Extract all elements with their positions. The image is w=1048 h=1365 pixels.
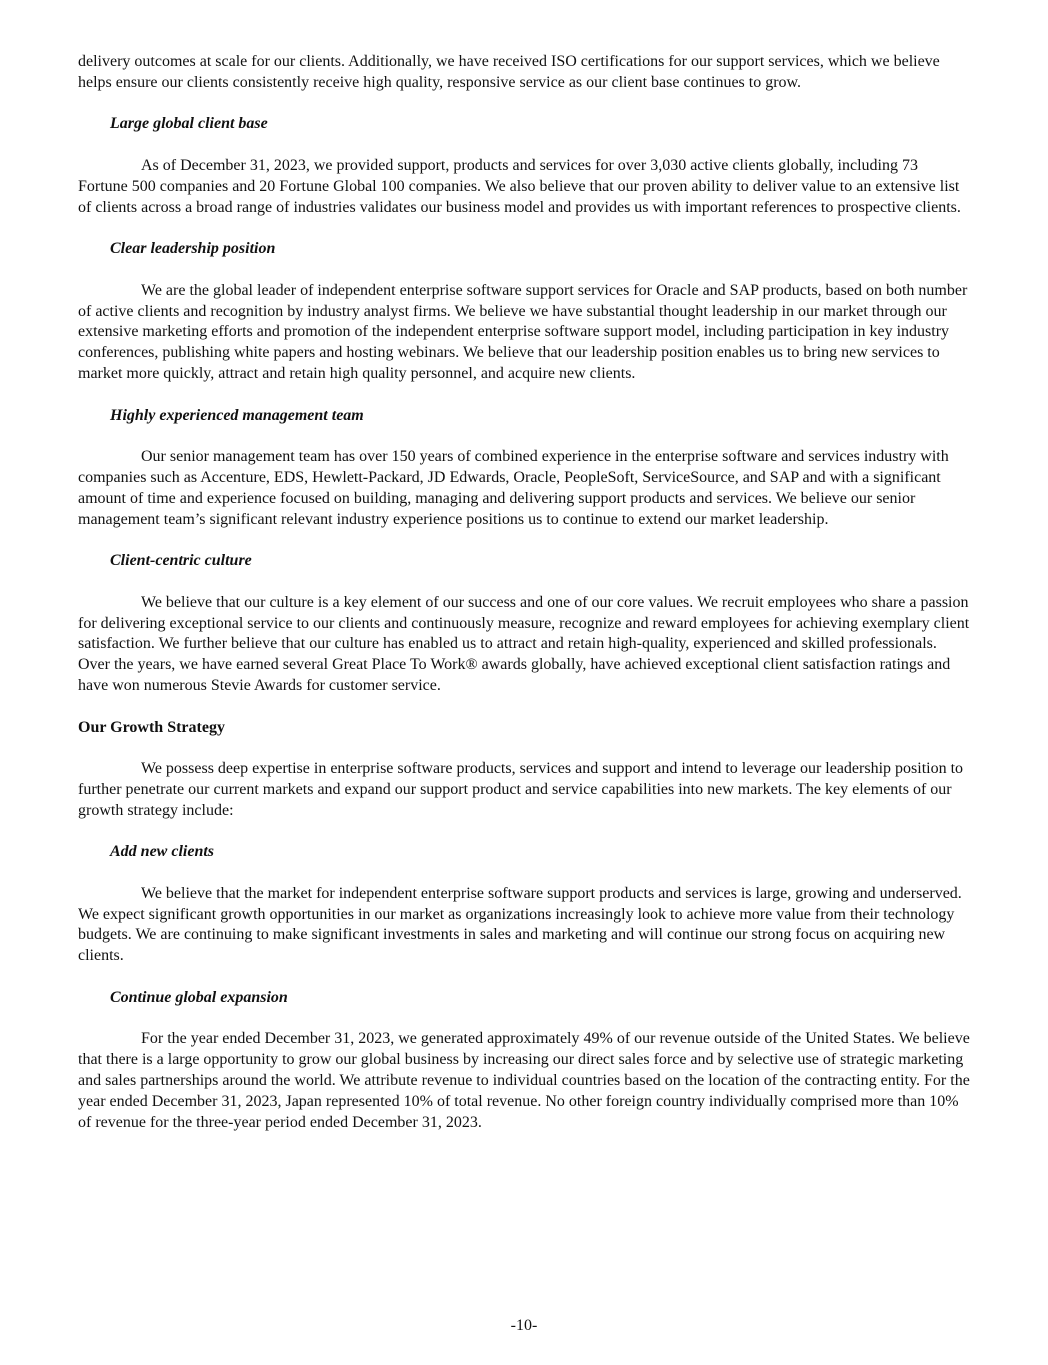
subheading-clear-leadership-position: Clear leadership position [110, 240, 276, 258]
subheading-management-team: Highly experienced management team [110, 406, 364, 424]
paragraph-continued: delivery outcomes at scale for our clients. Additionally, we have received ISO certifications for our support services, which we believe helps ensure our clients consistently receive high quality, responsive service as our client base continues to grow. [78, 53, 940, 91]
page-number: -10- [510, 1317, 538, 1334]
section-heading-growth-strategy: Our Growth Strategy [78, 718, 225, 736]
paragraph-client-base: As of December 31, 2023, we provided support, products and services for over 3,030 active clients globally, including 73 Fortune 500 companies and 20 Fortune Global 100 companies. We also believe that our proven ability to deliver value to an extensive list of clients across a broad range of industries validates our business model and provides us with important references to prospective clients. [78, 156, 961, 216]
paragraph-global-expansion: For the year ended December 31, 2023, we generated approximately 49% of our revenue outside of the United States. We believe that there is a large opportunity to grow our global business by increasing our direct sales force and by selective use of strategic marketing and sales partnerships around the world. We attribute revenue to individual countries based on the location of the contracting entity. For the year ended December 31, 2023, Japan represented 10% of total revenue. No other foreign country individually comprised more than 10% of revenue for the three-year period ended December 31, 2023. [78, 1030, 970, 1131]
subheading-add-new-clients: Add new clients [110, 843, 215, 861]
paragraph-leadership: We are the global leader of independent enterprise software support services for Oracle and SAP products, based on both number of active clients and recognition by industry analyst firms. We believe we have substantial thought leadership in our market through our extensive marketing efforts and promotion of the independent enterprise software support model, including participation in key industry conferences, publishing white papers and hosting webinars. We believe that our leadership position enables us to bring new services to market more quickly, attract and retain high quality personnel, and acquire new clients. [78, 281, 968, 382]
paragraph-new-clients: We believe that the market for independent enterprise software support products and services is large, growing and underserved. We expect significant growth opportunities in our market as organizations increasingly look to achieve more value from their technology budgets. We are continuing to make significant investments in sales and marketing and will continue our strong focus on acquiring new clients. [78, 884, 962, 965]
paragraph-growth-strategy: We possess deep expertise in enterprise software products, services and support and intend to leverage our leadership position to further penetrate our current markets and expand our support product and service capabilities into new markets. The key elements of our growth strategy include: [78, 760, 964, 819]
subheading-global-expansion: Continue global expansion [110, 988, 288, 1006]
subheading-client-centric-culture: Client-centric culture [110, 552, 252, 570]
subheading-large-global-client-base: Large global client base [110, 115, 268, 133]
paragraph-management: Our senior management team has over 150 years of combined experience in the enterprise software and services industry with companies such as Accenture, EDS, Hewlett-Packard, JD Edwards, Oracle, PeopleSoft, ServiceSource, and SAP and with a significant amount of time and experience focused on building, managing and delivering support products and services. We believe our senior management team’s significant relevant industry experience positions us to continue to extend our market leadership. [78, 448, 949, 528]
document-page [78, 52, 970, 1154]
paragraph-culture: We believe that our culture is a key element of our success and one of our core values. We recruit employees who share a passion for delivering exceptional service to our clients and continuously measure, recognize and reward employees for achieving exemplary client satisfaction. We further believe that our culture has enabled us to attract and retain high-quality, experienced and skilled professionals. Over the years, we have earned several Great Place To Work® awards globally, have achieved exceptional client satisfaction ratings and have won numerous Stevie Awards for customer service. [78, 593, 970, 694]
